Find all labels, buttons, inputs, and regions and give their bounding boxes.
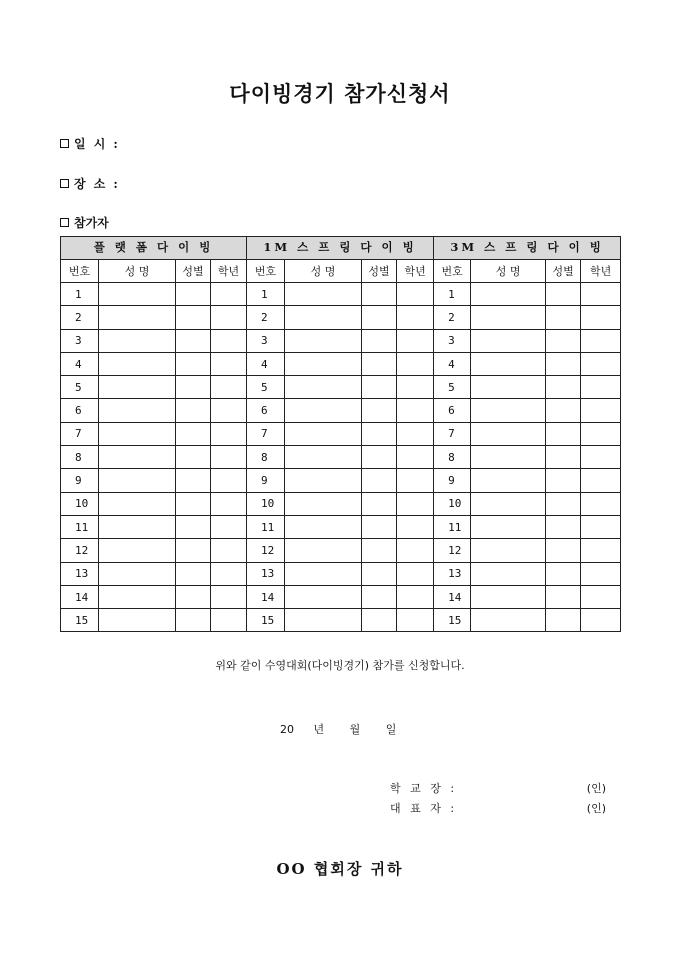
name-cell[interactable] bbox=[99, 283, 176, 306]
name-cell[interactable] bbox=[99, 446, 176, 469]
row-number: 7 bbox=[247, 422, 285, 445]
gender-cell[interactable] bbox=[546, 306, 581, 329]
name-cell[interactable] bbox=[99, 376, 176, 399]
row-number: 1 bbox=[247, 283, 285, 306]
row-number: 3 bbox=[434, 329, 471, 352]
group-header-1m-springboard: 1M 스 프 링 다 이 빙 bbox=[247, 237, 434, 260]
name-cell[interactable] bbox=[99, 469, 176, 492]
grade-cell[interactable] bbox=[397, 492, 434, 515]
row-number: 5 bbox=[247, 376, 285, 399]
gender-cell[interactable] bbox=[546, 446, 581, 469]
gender-cell[interactable] bbox=[362, 492, 397, 515]
name-cell[interactable] bbox=[99, 515, 176, 538]
name-cell[interactable] bbox=[285, 446, 362, 469]
gender-cell[interactable] bbox=[546, 422, 581, 445]
name-cell[interactable] bbox=[471, 539, 546, 562]
name-cell[interactable] bbox=[285, 376, 362, 399]
name-cell[interactable] bbox=[285, 562, 362, 585]
row-number: 14 bbox=[61, 585, 99, 608]
gender-cell[interactable] bbox=[176, 399, 211, 422]
name-cell[interactable] bbox=[285, 283, 362, 306]
grade-cell[interactable] bbox=[211, 562, 247, 585]
gender-cell[interactable] bbox=[176, 422, 211, 445]
col-header-no: 번호 bbox=[434, 260, 471, 283]
grade-cell[interactable] bbox=[581, 283, 621, 306]
gender-cell[interactable] bbox=[176, 329, 211, 352]
checkbox-icon bbox=[60, 179, 69, 188]
date-colon: : bbox=[113, 136, 118, 151]
gender-cell[interactable] bbox=[362, 329, 397, 352]
application-statement: 위와 같이 수영대회(다이빙경기) 참가를 신청합니다. bbox=[215, 659, 465, 672]
gender-cell[interactable] bbox=[362, 609, 397, 632]
grade-cell[interactable] bbox=[211, 422, 247, 445]
col-header-name: 성 명 bbox=[99, 260, 176, 283]
gender-cell[interactable] bbox=[176, 539, 211, 562]
row-number: 2 bbox=[434, 306, 471, 329]
name-cell[interactable] bbox=[471, 515, 546, 538]
row-number: 4 bbox=[61, 352, 99, 375]
name-cell[interactable] bbox=[471, 283, 546, 306]
name-cell[interactable] bbox=[99, 609, 176, 632]
gender-cell[interactable] bbox=[176, 585, 211, 608]
date-year: 년 bbox=[313, 723, 325, 736]
name-cell[interactable] bbox=[471, 492, 546, 515]
row-number: 4 bbox=[434, 352, 471, 375]
gender-cell[interactable] bbox=[546, 585, 581, 608]
gender-cell[interactable] bbox=[362, 562, 397, 585]
name-cell[interactable] bbox=[471, 306, 546, 329]
grade-cell[interactable] bbox=[397, 562, 434, 585]
name-cell[interactable] bbox=[285, 306, 362, 329]
grade-cell[interactable] bbox=[211, 492, 247, 515]
gender-cell[interactable] bbox=[362, 352, 397, 375]
gender-cell[interactable] bbox=[362, 306, 397, 329]
row-number: 10 bbox=[61, 492, 99, 515]
row-number: 6 bbox=[61, 399, 99, 422]
gender-cell[interactable] bbox=[362, 422, 397, 445]
name-cell[interactable] bbox=[471, 446, 546, 469]
grade-cell[interactable] bbox=[397, 422, 434, 445]
row-number: 6 bbox=[247, 399, 285, 422]
gender-cell[interactable] bbox=[176, 469, 211, 492]
gender-cell[interactable] bbox=[176, 376, 211, 399]
recipient-line: OO 협회장 귀하 bbox=[276, 860, 404, 878]
col-header-no: 번호 bbox=[61, 260, 99, 283]
date-day: 일 bbox=[385, 723, 397, 736]
row-number: 11 bbox=[247, 515, 285, 538]
row-number: 4 bbox=[247, 352, 285, 375]
table-row bbox=[61, 399, 621, 422]
gender-cell[interactable] bbox=[546, 399, 581, 422]
row-number: 12 bbox=[247, 539, 285, 562]
row-number: 2 bbox=[61, 306, 99, 329]
col-header-gender: 성별 bbox=[362, 260, 397, 283]
grade-cell[interactable] bbox=[397, 609, 434, 632]
grade-cell[interactable] bbox=[397, 329, 434, 352]
grade-cell[interactable] bbox=[581, 492, 621, 515]
signature-principal bbox=[390, 780, 606, 796]
name-cell[interactable] bbox=[285, 585, 362, 608]
grade-cell[interactable] bbox=[397, 446, 434, 469]
grade-cell[interactable] bbox=[211, 306, 247, 329]
col-header-name: 성 명 bbox=[471, 260, 546, 283]
name-cell[interactable] bbox=[285, 399, 362, 422]
row-number: 5 bbox=[61, 376, 99, 399]
name-cell[interactable] bbox=[471, 422, 546, 445]
date-line bbox=[280, 721, 396, 737]
name-cell[interactable] bbox=[285, 609, 362, 632]
name-cell[interactable] bbox=[471, 609, 546, 632]
gender-cell[interactable] bbox=[546, 609, 581, 632]
seal-mark: (인) bbox=[586, 782, 606, 795]
grade-cell[interactable] bbox=[397, 376, 434, 399]
name-cell[interactable] bbox=[471, 469, 546, 492]
gender-cell[interactable] bbox=[176, 352, 211, 375]
row-number: 7 bbox=[434, 422, 471, 445]
row-number: 13 bbox=[61, 562, 99, 585]
gender-cell[interactable] bbox=[546, 492, 581, 515]
name-cell[interactable] bbox=[285, 469, 362, 492]
row-number: 9 bbox=[247, 469, 285, 492]
grade-cell[interactable] bbox=[211, 399, 247, 422]
gender-cell[interactable] bbox=[546, 539, 581, 562]
table-row bbox=[61, 469, 621, 492]
table-row bbox=[61, 329, 621, 352]
group-header-row bbox=[61, 237, 621, 260]
gender-cell[interactable] bbox=[546, 515, 581, 538]
name-cell[interactable] bbox=[99, 492, 176, 515]
participants-label: 참가자 bbox=[74, 216, 109, 230]
grade-cell[interactable] bbox=[581, 446, 621, 469]
group-header-platform: 플 랫 폼 다 이 빙 bbox=[61, 237, 247, 260]
gender-cell[interactable] bbox=[362, 585, 397, 608]
gender-cell[interactable] bbox=[176, 515, 211, 538]
grade-cell[interactable] bbox=[397, 515, 434, 538]
grade-cell[interactable] bbox=[397, 585, 434, 608]
place-label: 장 소 bbox=[74, 177, 108, 191]
col-header-no: 번호 bbox=[247, 260, 285, 283]
gender-cell[interactable] bbox=[546, 469, 581, 492]
table-row bbox=[61, 609, 621, 632]
table-row bbox=[61, 539, 621, 562]
gender-cell[interactable] bbox=[546, 376, 581, 399]
grade-cell[interactable] bbox=[211, 329, 247, 352]
grade-cell[interactable] bbox=[581, 399, 621, 422]
row-number: 8 bbox=[247, 446, 285, 469]
grade-cell[interactable] bbox=[211, 446, 247, 469]
grade-cell[interactable] bbox=[581, 306, 621, 329]
gender-cell[interactable] bbox=[176, 306, 211, 329]
grade-cell[interactable] bbox=[211, 469, 247, 492]
name-cell[interactable] bbox=[285, 352, 362, 375]
gender-cell[interactable] bbox=[362, 283, 397, 306]
grade-cell[interactable] bbox=[211, 376, 247, 399]
name-cell[interactable] bbox=[471, 562, 546, 585]
grade-cell[interactable] bbox=[581, 609, 621, 632]
row-number: 11 bbox=[61, 515, 99, 538]
row-number: 12 bbox=[434, 539, 471, 562]
gender-cell[interactable] bbox=[176, 492, 211, 515]
signature-role: 학 교 장 : bbox=[390, 782, 458, 795]
date-label: 일 시 bbox=[74, 137, 108, 151]
grade-cell[interactable] bbox=[397, 352, 434, 375]
row-number: 5 bbox=[434, 376, 471, 399]
place-field bbox=[60, 175, 118, 192]
grade-cell[interactable] bbox=[211, 515, 247, 538]
col-header-grade: 학년 bbox=[581, 260, 621, 283]
grade-cell[interactable] bbox=[581, 515, 621, 538]
table-row bbox=[61, 585, 621, 608]
row-number: 12 bbox=[61, 539, 99, 562]
gender-cell[interactable] bbox=[362, 515, 397, 538]
row-number: 14 bbox=[247, 585, 285, 608]
date-month: 월 bbox=[349, 723, 361, 736]
row-number: 7 bbox=[61, 422, 99, 445]
grade-cell[interactable] bbox=[581, 539, 621, 562]
gender-cell[interactable] bbox=[362, 399, 397, 422]
grade-cell[interactable] bbox=[211, 609, 247, 632]
col-header-gender: 성별 bbox=[546, 260, 581, 283]
name-cell[interactable] bbox=[285, 329, 362, 352]
grade-cell[interactable] bbox=[211, 352, 247, 375]
grade-cell[interactable] bbox=[581, 352, 621, 375]
gender-cell[interactable] bbox=[362, 376, 397, 399]
row-number: 13 bbox=[247, 562, 285, 585]
name-cell[interactable] bbox=[471, 329, 546, 352]
name-cell[interactable] bbox=[99, 539, 176, 562]
checkbox-icon bbox=[60, 218, 69, 227]
gender-cell[interactable] bbox=[546, 352, 581, 375]
table-row bbox=[61, 515, 621, 538]
name-cell[interactable] bbox=[99, 585, 176, 608]
name-cell[interactable] bbox=[285, 492, 362, 515]
seal-mark: (인) bbox=[586, 802, 606, 815]
row-number: 3 bbox=[61, 329, 99, 352]
row-number: 8 bbox=[61, 446, 99, 469]
gender-cell[interactable] bbox=[362, 446, 397, 469]
name-cell[interactable] bbox=[285, 515, 362, 538]
row-number: 13 bbox=[434, 562, 471, 585]
grade-cell[interactable] bbox=[397, 306, 434, 329]
table-row bbox=[61, 352, 621, 375]
group-header-3m-springboard: 3M 스 프 링 다 이 빙 bbox=[434, 237, 621, 260]
gender-cell[interactable] bbox=[546, 562, 581, 585]
name-cell[interactable] bbox=[99, 329, 176, 352]
col-header-grade: 학년 bbox=[211, 260, 247, 283]
grade-cell[interactable] bbox=[211, 539, 247, 562]
document-title: 다이빙경기 참가신청서 bbox=[229, 81, 451, 106]
name-cell[interactable] bbox=[99, 422, 176, 445]
col-header-gender: 성별 bbox=[176, 260, 211, 283]
gender-cell[interactable] bbox=[362, 469, 397, 492]
col-header-name: 성 명 bbox=[285, 260, 362, 283]
table-row bbox=[61, 306, 621, 329]
grade-cell[interactable] bbox=[211, 283, 247, 306]
name-cell[interactable] bbox=[285, 539, 362, 562]
gender-cell[interactable] bbox=[176, 562, 211, 585]
row-number: 14 bbox=[434, 585, 471, 608]
grade-cell[interactable] bbox=[581, 329, 621, 352]
row-number: 15 bbox=[434, 609, 471, 632]
gender-cell[interactable] bbox=[362, 539, 397, 562]
gender-cell[interactable] bbox=[546, 329, 581, 352]
table-row bbox=[61, 562, 621, 585]
row-number: 11 bbox=[434, 515, 471, 538]
grade-cell[interactable] bbox=[211, 585, 247, 608]
row-number: 9 bbox=[434, 469, 471, 492]
row-number: 10 bbox=[434, 492, 471, 515]
row-number: 1 bbox=[434, 283, 471, 306]
grade-cell[interactable] bbox=[581, 422, 621, 445]
signature-representative bbox=[390, 800, 606, 816]
row-number: 15 bbox=[247, 609, 285, 632]
row-number: 3 bbox=[247, 329, 285, 352]
grade-cell[interactable] bbox=[397, 539, 434, 562]
name-cell[interactable] bbox=[99, 399, 176, 422]
row-number: 2 bbox=[247, 306, 285, 329]
row-number: 6 bbox=[434, 399, 471, 422]
signature-role: 대 표 자 : bbox=[390, 802, 458, 815]
table-row bbox=[61, 376, 621, 399]
grade-cell[interactable] bbox=[397, 469, 434, 492]
name-cell[interactable] bbox=[285, 422, 362, 445]
participants-table bbox=[60, 236, 621, 632]
col-header-grade: 학년 bbox=[397, 260, 434, 283]
row-number: 9 bbox=[61, 469, 99, 492]
table-row bbox=[61, 492, 621, 515]
table-row bbox=[61, 422, 621, 445]
gender-cell[interactable] bbox=[176, 283, 211, 306]
row-number: 1 bbox=[61, 283, 99, 306]
grade-cell[interactable] bbox=[397, 283, 434, 306]
gender-cell[interactable] bbox=[546, 283, 581, 306]
date-year-prefix: 20 bbox=[280, 723, 294, 736]
name-cell[interactable] bbox=[99, 352, 176, 375]
name-cell[interactable] bbox=[471, 585, 546, 608]
grade-cell[interactable] bbox=[397, 399, 434, 422]
gender-cell[interactable] bbox=[176, 609, 211, 632]
name-cell[interactable] bbox=[471, 376, 546, 399]
grade-cell[interactable] bbox=[581, 585, 621, 608]
date-field bbox=[60, 135, 118, 152]
row-number: 10 bbox=[247, 492, 285, 515]
participants-field bbox=[60, 214, 109, 231]
column-header-row bbox=[61, 260, 621, 283]
name-cell[interactable] bbox=[99, 562, 176, 585]
gender-cell[interactable] bbox=[176, 446, 211, 469]
row-number: 15 bbox=[61, 609, 99, 632]
checkbox-icon bbox=[60, 139, 69, 148]
table-row bbox=[61, 446, 621, 469]
name-cell[interactable] bbox=[99, 306, 176, 329]
table-row bbox=[61, 283, 621, 306]
row-number: 8 bbox=[434, 446, 471, 469]
grade-cell[interactable] bbox=[581, 469, 621, 492]
grade-cell[interactable] bbox=[581, 376, 621, 399]
name-cell[interactable] bbox=[471, 352, 546, 375]
name-cell[interactable] bbox=[471, 399, 546, 422]
grade-cell[interactable] bbox=[581, 562, 621, 585]
place-colon: : bbox=[113, 176, 118, 191]
